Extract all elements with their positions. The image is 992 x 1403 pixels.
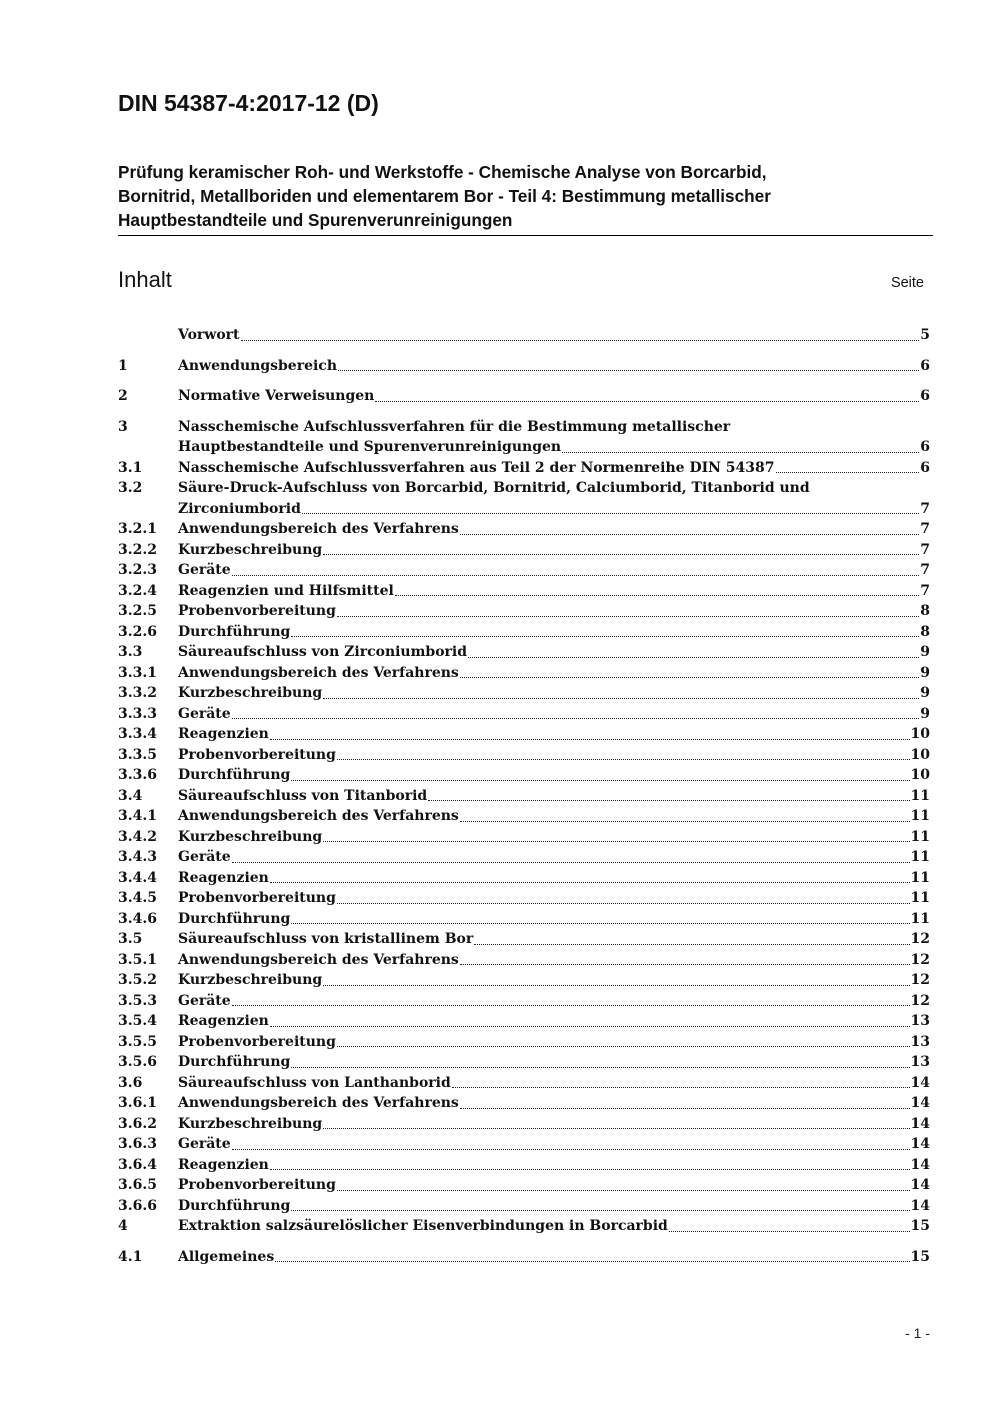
toc-entry-page: 11 (910, 849, 930, 865)
toc-entry-number: 3.2.2 (118, 541, 157, 558)
toc-entry[interactable] (118, 745, 930, 766)
toc-entry-number: 3.3.1 (118, 664, 157, 681)
toc-entry[interactable] (118, 478, 930, 519)
toc-entry[interactable] (118, 827, 930, 848)
toc-dot-leader (232, 1004, 910, 1006)
toc-entry-number: 3.4.1 (118, 808, 157, 824)
toc-entry-number: 3.6.5 (118, 1177, 157, 1193)
toc-entry[interactable] (118, 847, 930, 868)
toc-entry-title: Kurzbeschreibung (178, 685, 323, 701)
toc-entry-page: 11 (910, 890, 930, 906)
toc-entry[interactable] (118, 1073, 930, 1094)
toc-dot-leader (375, 400, 919, 402)
toc-entry-number: 3.4.4 (118, 869, 157, 886)
document-title (118, 160, 933, 236)
toc-entry-number: 3.6.2 (118, 1115, 157, 1132)
toc-entry-title: Probenvorbereitung (178, 603, 336, 619)
toc-entry-number: 4 (118, 1218, 128, 1234)
toc-entry-number: 3.3.3 (118, 705, 157, 722)
toc-entry-page: 7 (920, 562, 930, 578)
toc-entry-number: 3.2.6 (118, 623, 157, 640)
toc-entry-page: 5 (920, 327, 930, 343)
toc-entry-title: Reagenzien (178, 869, 269, 886)
document-title-line: Prüfung keramischer Roh- und Werkstoffe - Chemische Analyse von Borcarbid, (118, 162, 767, 182)
toc-dot-leader (776, 471, 920, 473)
toc-entry-page: 11 (910, 910, 930, 927)
toc-entry[interactable] (118, 888, 930, 909)
toc-heading: Inhalt (118, 267, 172, 292)
toc-entry-page: 12 (910, 992, 930, 1009)
toc-entry-title: Geräte (178, 992, 231, 1009)
toc-entry[interactable] (118, 991, 930, 1012)
toc-entry-page: 13 (910, 1033, 930, 1050)
toc-entry[interactable] (118, 601, 930, 622)
toc-entry-title: Geräte (178, 562, 231, 578)
toc-entry[interactable] (118, 1247, 930, 1268)
toc-entry-title: Kurzbeschreibung (178, 541, 323, 558)
toc-entry-page: 11 (910, 869, 930, 886)
toc-entry-page: 7 (920, 582, 930, 599)
toc-entry-title: Nasschemische Aufschlussverfahren aus Teil 2 der Normenreihe DIN 54387 (178, 459, 775, 476)
toc-entry[interactable] (118, 786, 930, 807)
toc-entry-page: 7 (920, 500, 930, 517)
document-title-line: Hauptbestandteile und Spurenverunreinigungen (118, 210, 513, 230)
toc-entry-page: 6 (920, 388, 930, 404)
toc-dot-leader (474, 943, 909, 945)
toc-entry[interactable] (118, 909, 930, 930)
toc-entry-page: 11 (910, 808, 930, 824)
toc-entry[interactable] (118, 458, 930, 479)
toc-dot-leader (337, 1189, 910, 1191)
toc-entry-number: 3.6.4 (118, 1156, 157, 1173)
toc-entry-page: 10 (910, 767, 930, 783)
toc-entry-page: 8 (920, 603, 930, 619)
toc-dot-leader (232, 717, 920, 719)
toc-entry-title: Nasschemische Aufschlussverfahren für die Bestimmung metallischer (178, 418, 731, 435)
toc-entry[interactable] (118, 1155, 930, 1176)
toc-entry-title-continued: Hauptbestandteile und Spurenverunreinigungen (178, 439, 562, 455)
toc-entry[interactable] (118, 663, 930, 684)
toc-entry-number: 3.4.3 (118, 849, 157, 865)
toc-entry-title: Allgemeines (178, 1248, 275, 1265)
toc-dot-leader (291, 1066, 909, 1068)
toc-entry-number: 3.2.5 (118, 603, 157, 619)
toc-entry[interactable] (118, 1011, 930, 1032)
toc-entry-title: Anwendungsbereich des Verfahrens (178, 1095, 459, 1111)
toc-entry-number: 3.3.4 (118, 726, 157, 742)
toc-entry-title: Probenvorbereitung (178, 890, 336, 906)
toc-entry[interactable] (118, 417, 930, 458)
toc-entry-number: 3.3.6 (118, 767, 157, 783)
toc-entry-title: Probenvorbereitung (178, 1033, 336, 1050)
toc-entry[interactable] (118, 1052, 930, 1073)
toc-entry-title: Durchführung (178, 1054, 291, 1070)
toc-entry-number: 3.4.5 (118, 890, 157, 906)
toc-dot-leader (323, 1127, 909, 1129)
toc-entry-page: 10 (910, 726, 930, 742)
toc-entry-page: 7 (920, 541, 930, 558)
toc-dot-leader (337, 1045, 910, 1047)
toc-entry-number: 4.1 (118, 1248, 143, 1265)
toc-entry-number: 3.4.2 (118, 828, 157, 845)
toc-entry-title: Reagenzien (178, 1156, 269, 1173)
toc-entry-title: Vorwort (178, 327, 240, 343)
toc-dot-leader (562, 451, 919, 453)
toc-entry-title: Anwendungsbereich (178, 357, 337, 374)
toc-entry-title: Säureaufschluss von Lanthanborid (178, 1074, 451, 1091)
toc-entry-title: Normative Verweisungen (178, 388, 375, 404)
toc-entry[interactable] (118, 1196, 930, 1217)
toc-entry[interactable] (118, 1175, 930, 1196)
toc-dot-leader (323, 984, 909, 986)
toc-dot-leader (232, 574, 920, 576)
toc-entry-number: 3.5.5 (118, 1033, 157, 1050)
toc-entry-title: Durchführung (178, 910, 291, 927)
toc-entry-page: 8 (920, 623, 930, 640)
toc-entry-number: 3.3.5 (118, 746, 157, 763)
toc-dot-leader (291, 779, 909, 781)
toc-entry-page: 9 (920, 685, 930, 701)
toc-entry-number: 3.5.2 (118, 972, 157, 988)
toc-entry-number: 3.5.6 (118, 1054, 157, 1070)
document-title-line: Bornitrid, Metallboriden und elementarem Bor - Teil 4: Bestimmung metallischer (118, 186, 771, 206)
toc-entry-title: Durchführung (178, 767, 291, 783)
toc-entry-number: 3.3 (118, 644, 143, 660)
toc-dot-leader (270, 1025, 910, 1027)
toc-entry[interactable] (118, 386, 930, 407)
toc-entry-page: 14 (910, 1156, 930, 1173)
toc-entry[interactable] (118, 642, 930, 663)
toc-entry-page: 14 (910, 1115, 930, 1132)
toc-dot-leader (241, 339, 920, 341)
table-of-contents (118, 325, 930, 1267)
toc-entry-page: 12 (910, 931, 930, 947)
toc-entry-title: Reagenzien (178, 726, 269, 742)
toc-entry-page: 15 (910, 1248, 930, 1265)
toc-entry-number: 3.2.1 (118, 521, 157, 537)
toc-entry-page: 11 (910, 787, 930, 804)
toc-entry-number: 3.6.3 (118, 1136, 157, 1152)
toc-dot-leader (337, 615, 919, 617)
toc-entry-number: 3.5.1 (118, 951, 157, 968)
toc-entry-page: 10 (910, 746, 930, 763)
toc-entry[interactable] (118, 581, 930, 602)
toc-entry-number: 2 (118, 388, 128, 404)
toc-entry-page: 14 (910, 1136, 930, 1152)
toc-dot-leader (302, 512, 919, 514)
toc-entry-number: 3.3.2 (118, 685, 157, 701)
toc-entry[interactable] (118, 1093, 930, 1114)
toc-entry-title: Säureaufschluss von Zirconiumborid (178, 644, 468, 660)
toc-dot-leader (323, 553, 919, 555)
toc-dot-leader (291, 1209, 909, 1211)
toc-entry-page: 12 (910, 951, 930, 968)
toc-entry-page: 6 (920, 357, 930, 374)
toc-entry-title: Anwendungsbereich des Verfahrens (178, 521, 459, 537)
toc-entry-page: 12 (910, 972, 930, 988)
toc-entry-title: Säure-Druck-Aufschluss von Borcarbid, Bornitrid, Calciumborid, Titanborid und (178, 480, 810, 496)
toc-entry-page: 15 (910, 1218, 930, 1234)
toc-entry-page: 13 (910, 1054, 930, 1070)
toc-entry[interactable] (118, 325, 930, 346)
toc-entry[interactable] (118, 540, 930, 561)
toc-entry[interactable] (118, 1114, 930, 1135)
toc-entry[interactable] (118, 929, 930, 950)
toc-dot-leader (337, 758, 910, 760)
toc-entry-page: 14 (910, 1074, 930, 1091)
toc-entry[interactable] (118, 765, 930, 786)
toc-entry-title: Säureaufschluss von kristallinem Bor (178, 931, 474, 947)
toc-entry-title: Durchführung (178, 1197, 291, 1214)
toc-dot-leader (291, 635, 919, 637)
toc-entry-page: 14 (910, 1197, 930, 1214)
toc-dot-leader (323, 697, 919, 699)
toc-dot-leader (323, 840, 909, 842)
toc-entry-title: Geräte (178, 1136, 231, 1152)
toc-dot-leader (275, 1260, 909, 1262)
toc-page-column-label: Seite (890, 275, 924, 291)
toc-entry[interactable] (118, 683, 930, 704)
toc-entry[interactable] (118, 519, 930, 540)
toc-dot-leader (232, 1148, 910, 1150)
toc-entry-title: Reagenzien (178, 1013, 269, 1029)
toc-entry-number: 3.2.4 (118, 582, 157, 599)
toc-dot-leader (270, 1168, 910, 1170)
toc-entry-page: 9 (920, 644, 930, 660)
toc-dot-leader (468, 656, 919, 658)
toc-entry-page: 6 (920, 459, 930, 476)
toc-entry-page: 14 (910, 1095, 930, 1111)
toc-entry-number: 3.2 (118, 480, 143, 496)
toc-entry-title: Geräte (178, 705, 231, 722)
toc-entry-number: 3.6.6 (118, 1197, 157, 1214)
toc-entry[interactable] (118, 704, 930, 725)
toc-entry-title: Reagenzien und Hilfsmittel (178, 582, 394, 599)
toc-entry-title: Kurzbeschreibung (178, 828, 323, 845)
toc-entry-title: Anwendungsbereich des Verfahrens (178, 664, 459, 681)
toc-entry-title: Kurzbeschreibung (178, 1115, 323, 1132)
toc-entry-title: Geräte (178, 849, 231, 865)
toc-entry-number: 1 (118, 357, 128, 374)
toc-entry-page: 11 (910, 828, 930, 845)
toc-entry[interactable] (118, 724, 930, 745)
toc-entry[interactable] (118, 356, 930, 377)
toc-dot-leader (270, 738, 910, 740)
toc-entry-page: 6 (920, 439, 930, 455)
page-number: - 1 - (905, 1325, 930, 1341)
toc-entry-title-continued: Zirconiumborid (178, 500, 301, 517)
toc-entry-number: 3.4 (118, 787, 143, 804)
toc-entry[interactable] (118, 560, 930, 581)
toc-entry[interactable] (118, 1216, 930, 1237)
toc-dot-leader (460, 820, 910, 822)
toc-entry-number: 3.2.3 (118, 562, 157, 578)
toc-entry-title: Anwendungsbereich des Verfahrens (178, 951, 459, 968)
toc-entry-number: 3.5.4 (118, 1013, 157, 1029)
toc-entry-number: 3.5 (118, 931, 143, 947)
toc-dot-leader (460, 963, 910, 965)
toc-entry-title: Säureaufschluss von Titanborid (178, 787, 428, 804)
toc-entry[interactable] (118, 868, 930, 889)
toc-entry-number: 3 (118, 418, 128, 435)
toc-entry-title: Probenvorbereitung (178, 1177, 336, 1193)
toc-entry-page: 14 (910, 1177, 930, 1193)
toc-dot-leader (270, 881, 910, 883)
toc-entry-page: 9 (920, 664, 930, 681)
toc-dot-leader (338, 369, 919, 371)
toc-dot-leader (452, 1086, 910, 1088)
toc-entry[interactable] (118, 806, 930, 827)
toc-entry-title: Extraktion salzsäurelöslicher Eisenverbindungen in Borcarbid (178, 1218, 668, 1234)
toc-entry-number: 3.6 (118, 1074, 143, 1091)
toc-entry-title: Probenvorbereitung (178, 746, 336, 763)
toc-dot-leader (232, 861, 910, 863)
toc-dot-leader (460, 1107, 910, 1109)
toc-entry-number: 3.1 (118, 459, 143, 476)
toc-dot-leader (428, 799, 909, 801)
toc-entry-number: 3.5.3 (118, 992, 157, 1009)
toc-dot-leader (395, 594, 919, 596)
toc-dot-leader (460, 533, 919, 535)
toc-entry-title: Kurzbeschreibung (178, 972, 323, 988)
toc-dot-leader (337, 902, 910, 904)
toc-entry-number: 3.6.1 (118, 1095, 157, 1111)
toc-dot-leader (669, 1230, 910, 1232)
toc-entry-title: Durchführung (178, 623, 291, 640)
toc-entry-title: Anwendungsbereich des Verfahrens (178, 808, 459, 824)
toc-entry-page: 9 (920, 705, 930, 722)
toc-entry-page: 7 (920, 521, 930, 537)
toc-entry[interactable] (118, 622, 930, 643)
toc-entry[interactable] (118, 1032, 930, 1053)
toc-entry-number: 3.4.6 (118, 910, 157, 927)
toc-dot-leader (291, 922, 909, 924)
toc-entry[interactable] (118, 1134, 930, 1155)
toc-entry-page: 13 (910, 1013, 930, 1029)
toc-entry[interactable] (118, 950, 930, 971)
toc-entry[interactable] (118, 970, 930, 991)
toc-dot-leader (460, 676, 919, 678)
document-id: DIN 54387-4:2017-12 (D) (118, 90, 379, 116)
